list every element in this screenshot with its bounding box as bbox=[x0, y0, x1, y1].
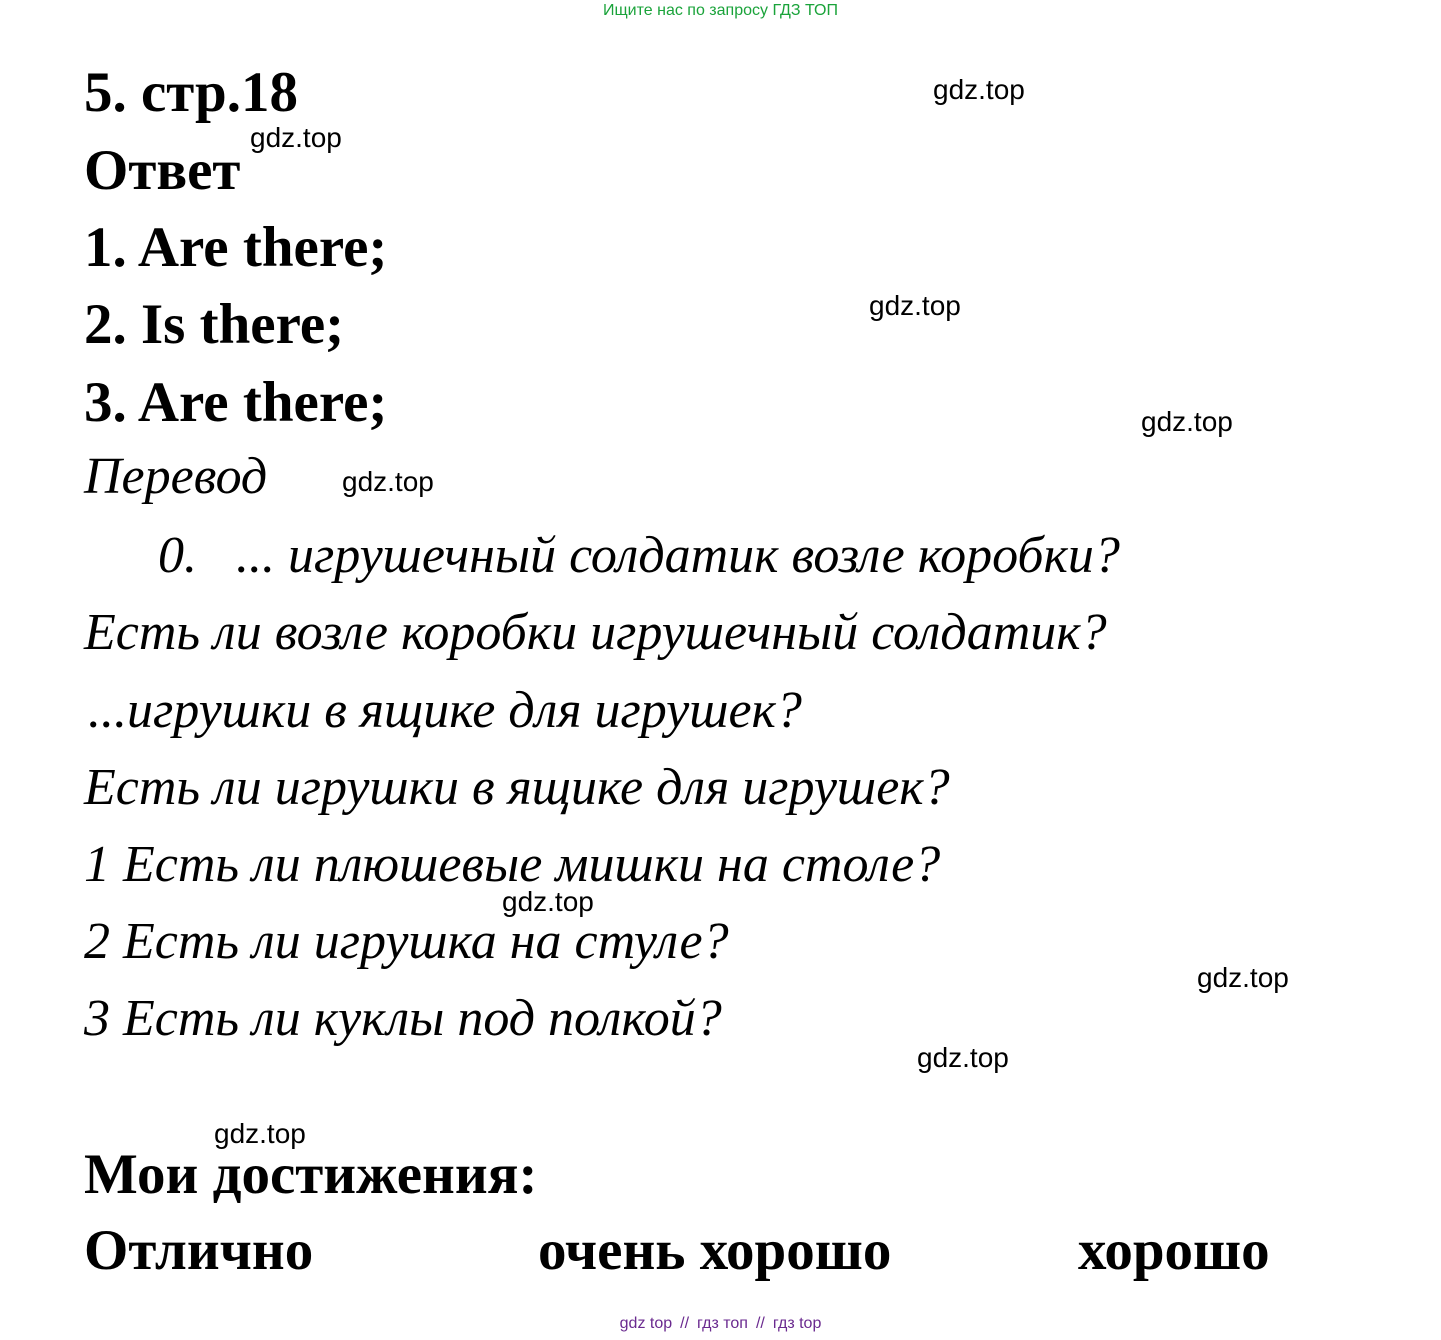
watermark: gdz.top bbox=[933, 74, 1025, 105]
watermark: gdz.top bbox=[869, 290, 961, 321]
watermark: gdz.top bbox=[1197, 962, 1289, 993]
footer-separator: // bbox=[755, 1315, 765, 1332]
rating-very-good: очень хорошо bbox=[538, 1219, 892, 1282]
watermark: gdz.top bbox=[214, 1118, 306, 1149]
exercise-heading: 5. стр.18 bbox=[84, 61, 298, 124]
answer-item-3: 3. Are there; bbox=[84, 371, 388, 434]
watermark: gdz.top bbox=[917, 1042, 1009, 1073]
footer-link-gdz-top-mixed[interactable]: гдз top bbox=[772, 1315, 822, 1332]
watermark: gdz.top bbox=[250, 122, 342, 153]
answer-item-2: 2. Is there; bbox=[84, 293, 345, 356]
footer-link-gdz-top-ru[interactable]: гдз топ bbox=[697, 1315, 748, 1332]
watermark: gdz.top bbox=[1141, 406, 1233, 437]
translation-label: Перевод bbox=[84, 448, 268, 505]
answer-item-1: 1. Are there; bbox=[84, 216, 388, 279]
rating-excellent: Отлично bbox=[84, 1219, 314, 1282]
example-answer-2: Есть ли игрушки в ящике для игрушек? bbox=[84, 759, 950, 816]
watermark: gdz.top bbox=[342, 466, 434, 497]
rating-good: хорошо bbox=[1078, 1219, 1270, 1282]
watermark: gdz.top bbox=[502, 886, 594, 917]
answer-label: Ответ bbox=[84, 139, 241, 202]
example-task-2: ...игрушки в ящике для игрушек? bbox=[88, 682, 802, 739]
translation-item-3: 3 Есть ли куклы под полкой? bbox=[84, 990, 722, 1047]
example-answer: Есть ли возле коробки игрушечный солдатик? bbox=[84, 604, 1107, 661]
translation-item-1: 1 Есть ли плюшевые мишки на столе? bbox=[84, 836, 941, 893]
footer-link-gdz-top[interactable]: gdz top bbox=[619, 1315, 673, 1332]
translation-item-2: 2 Есть ли игрушка на стуле? bbox=[84, 913, 729, 970]
example-number: 0. bbox=[158, 527, 197, 584]
achievements-title: Мои достижения: bbox=[84, 1143, 538, 1206]
top-banner[interactable]: Ищите нас по запросу ГДЗ ТОП bbox=[603, 2, 838, 19]
footer-separator: // bbox=[680, 1315, 690, 1332]
example-task: ... игрушечный солдатик возле коробки? bbox=[236, 527, 1120, 584]
footer-links bbox=[0, 1316, 1441, 1332]
